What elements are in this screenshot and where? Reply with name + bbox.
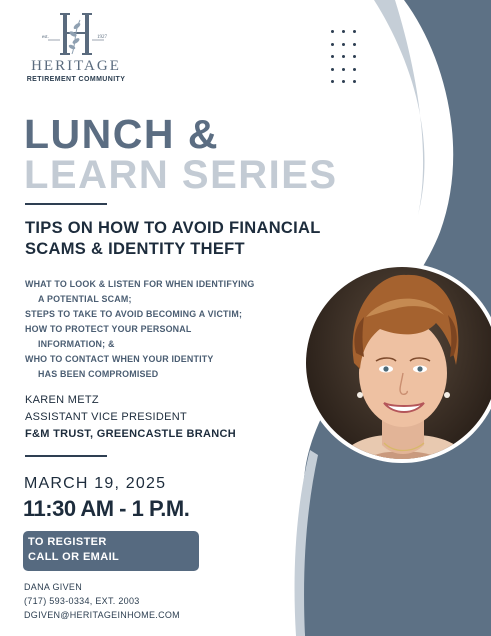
title-line-2: LEARN SERIES xyxy=(24,153,338,197)
subheading: TIPS ON HOW TO AVOID FINANCIAL SCAMS & IDENTITY THEFT xyxy=(25,219,321,258)
contact-name: DANA GIVEN xyxy=(24,582,83,592)
contact-email[interactable]: DGIVEN@HERITAGEINHOME.COM xyxy=(24,610,180,620)
topic-line-continued: HAS BEEN COMPROMISED xyxy=(38,369,159,379)
speaker-role: ASSISTANT VICE PRESIDENT xyxy=(25,411,188,423)
divider-rule xyxy=(25,203,107,205)
event-time: 11:30 AM - 1 P.M. xyxy=(23,496,190,521)
contact-info xyxy=(24,580,180,622)
topic-line-continued: A POTENTIAL SCAM; xyxy=(38,294,132,304)
logo-name: HERITAGE xyxy=(31,58,121,74)
topic-list xyxy=(25,277,310,382)
register-line-2: CALL OR EMAIL xyxy=(28,551,120,563)
contact-phone[interactable]: (717) 593-0334, EXT. 2003 xyxy=(24,596,140,606)
divider-rule xyxy=(25,455,107,457)
topic-line: WHAT TO LOOK & LISTEN FOR WHEN IDENTIFYING xyxy=(25,279,255,289)
topic-line-continued: INFORMATION; & xyxy=(38,339,115,349)
register-line-1: TO REGISTER xyxy=(28,536,107,548)
topic-line: HOW TO PROTECT YOUR PERSONAL xyxy=(25,324,192,334)
topic-item xyxy=(25,352,310,382)
topic-item xyxy=(25,277,310,307)
logo-mark-right-text: 1927 xyxy=(97,35,107,40)
dot-grid-decoration xyxy=(331,30,357,92)
speaker-org: F&M TRUST, GREENCASTLE BRANCH xyxy=(25,428,236,440)
speaker-portrait xyxy=(304,245,491,490)
light-arc-sliver xyxy=(374,0,425,215)
event-date: MARCH 19, 2025 xyxy=(24,475,167,492)
logo-tagline: RETIREMENT COMMUNITY xyxy=(26,76,126,83)
speaker-name: KAREN METZ xyxy=(25,394,99,406)
topic-line: WHO TO CONTACT WHEN YOUR IDENTITY xyxy=(25,354,214,364)
topic-item xyxy=(25,322,310,352)
monogram-h-leaf-icon xyxy=(26,10,126,58)
speaker-info xyxy=(25,392,236,443)
topic-item xyxy=(25,307,310,322)
register-callout xyxy=(23,531,199,571)
title-line-1: LUNCH & xyxy=(24,111,219,157)
heritage-logo xyxy=(26,10,126,83)
topic-line: STEPS TO TAKE TO AVOID BECOMING A VICTIM; xyxy=(25,309,243,319)
logo-mark-left-text: est. xyxy=(42,35,49,40)
